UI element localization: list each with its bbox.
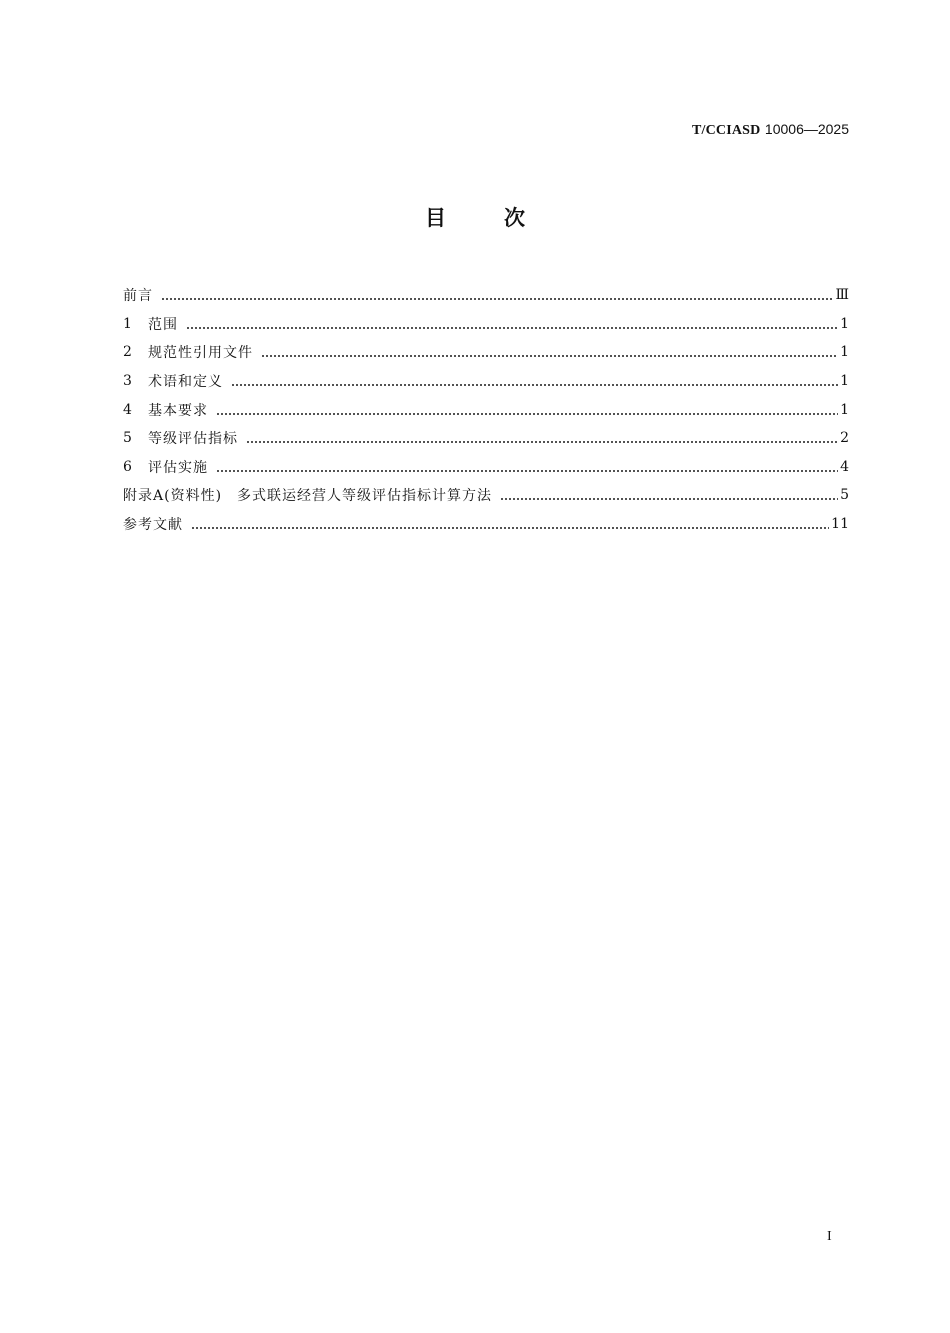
toc-entry-assessment-implementation[interactable]: [123, 453, 849, 482]
toc-entry-text: 规范性引用文件: [148, 345, 253, 362]
document-id: [692, 121, 849, 139]
toc-entry-page: 1: [840, 315, 849, 332]
toc-entry-page: Ⅲ: [835, 287, 849, 304]
toc-entry-page: 5: [840, 487, 849, 504]
toc-entry-bibliography[interactable]: [123, 510, 849, 539]
toc-entry-basic-requirements[interactable]: [123, 395, 849, 424]
dot-leader: [246, 431, 838, 445]
toc-entry-appendix-a[interactable]: [123, 481, 849, 510]
toc-entry-page: 11: [831, 516, 849, 533]
toc-entry-number: 3: [123, 373, 132, 390]
dot-leader: [161, 288, 833, 302]
toc-entry-number: 2: [123, 344, 132, 361]
toc-entry-text: 参考文献: [123, 517, 183, 534]
toc-entry-number: 6: [123, 458, 132, 475]
toc-entry-foreword[interactable]: [123, 281, 849, 310]
table-of-contents: [123, 281, 849, 538]
toc-entry-page: 1: [840, 344, 849, 361]
dot-leader: [191, 517, 829, 531]
toc-entry-text: 范围: [148, 316, 178, 333]
toc-entry-text: 附录A(资料性) 多式联运经营人等级评估指标计算方法: [123, 488, 493, 505]
toc-entry-page: 2: [840, 430, 849, 447]
dot-leader: [186, 317, 838, 331]
toc-entry-page: 4: [840, 458, 849, 475]
toc-entry-text: 前言: [123, 288, 153, 305]
toc-entry-page: 1: [840, 373, 849, 390]
toc-entry-number: 4: [123, 401, 132, 418]
standard-number: 10006—2025: [764, 121, 849, 137]
toc-entry-text: 评估实施: [148, 459, 208, 476]
page-title: 目次: [425, 206, 583, 230]
standard-prefix: T/CCIASD: [691, 123, 761, 138]
page-number: I: [827, 1229, 832, 1244]
toc-entry-text: 等级评估指标: [148, 431, 238, 448]
dot-leader: [216, 460, 838, 474]
toc-entry-scope[interactable]: [123, 310, 849, 339]
dot-leader: [231, 374, 838, 388]
toc-entry-page: 1: [840, 401, 849, 418]
dot-leader: [500, 488, 838, 502]
toc-entry-grade-indicators[interactable]: [123, 424, 849, 453]
dot-leader: [261, 345, 838, 359]
toc-entry-number: 5: [123, 430, 132, 447]
toc-entry-text: 术语和定义: [148, 374, 223, 391]
toc-entry-normative-references[interactable]: [123, 338, 849, 367]
toc-entry-terms-definitions[interactable]: [123, 367, 849, 396]
dot-leader: [216, 403, 838, 417]
toc-entry-number: 1: [123, 315, 132, 332]
toc-entry-text: 基本要求: [148, 402, 208, 419]
